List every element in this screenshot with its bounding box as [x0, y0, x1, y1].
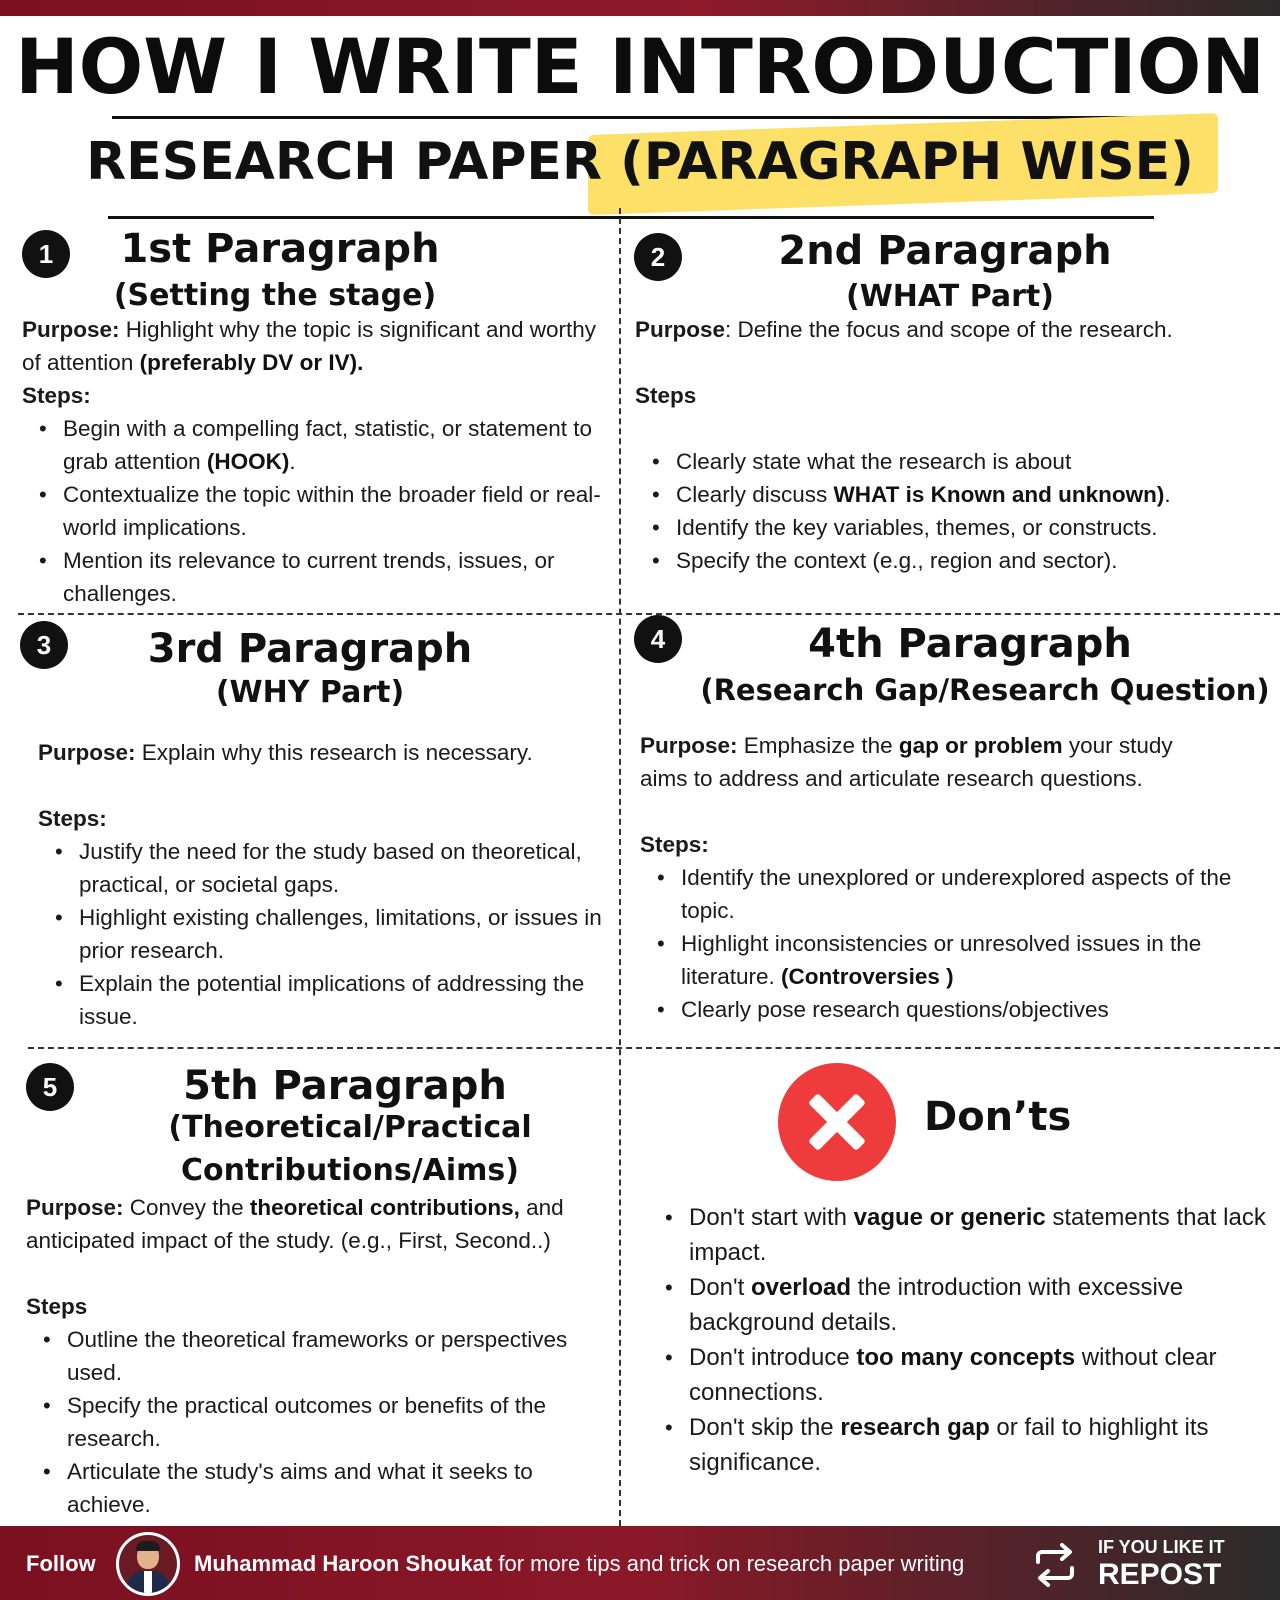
subtitle-divider: [108, 216, 1154, 219]
footer-credit: [194, 1550, 964, 1578]
list-item: • Identify the key variables, themes, or constructs.: [635, 511, 1275, 544]
list-item: • Specify the context (e.g., region and sector).: [635, 544, 1275, 577]
list-item: • Mention its relevance to current trends, issues, or challenges.: [22, 544, 602, 610]
number-badge-2: 2: [634, 233, 682, 281]
page-title: HOW I WRITE INTRODUCTION: [15, 22, 1265, 111]
paragraph-5-steps: [26, 1323, 616, 1521]
paragraph-2-title: 2nd Paragraph: [778, 228, 1112, 274]
donts-title: Don’ts: [924, 1094, 1072, 1140]
list-item: • Justify the need for the study based on theoretical, practical, or societal gaps.: [38, 835, 618, 901]
paragraph-4-subtitle: (Research Gap/Research Question): [700, 673, 1270, 707]
footer-bar: [0, 1526, 1280, 1600]
list-item: • Don't overload the introduction with excessive background details.: [648, 1270, 1278, 1340]
subtitle-highlighted: (PARAGRAPH WISE): [620, 132, 1194, 192]
paragraph-4-steps-label: Steps:: [640, 832, 709, 857]
paragraph-2-subtitle: (WHAT Part): [846, 279, 1054, 314]
paragraph-5-subtitle-line-2: Contributions/Aims): [181, 1153, 519, 1188]
paragraph-3-body: [38, 736, 618, 1033]
author-name: Muhammad Haroon Shoukat: [194, 1551, 493, 1576]
donts-body: [648, 1200, 1278, 1480]
list-item: • Don't skip the research gap or fail to highlight its significance.: [648, 1410, 1278, 1480]
list-item: • Clearly state what the research is about: [635, 445, 1275, 478]
avatar: [116, 1532, 180, 1596]
repost-icon: [1030, 1540, 1080, 1590]
paragraph-1-steps-label: Steps:: [22, 383, 91, 408]
number-badge-3: 3: [20, 621, 68, 669]
number-badge-1: 1: [22, 230, 70, 278]
repost-line-2: REPOST: [1098, 1558, 1222, 1591]
paragraph-5-steps-label: Steps: [26, 1294, 88, 1319]
list-item: • Explain the potential implications of addressing the issue.: [38, 967, 618, 1033]
paragraph-2-purpose: Purpose: Define the focus and scope of the research.: [635, 317, 1173, 342]
paragraph-2-body: [635, 313, 1275, 577]
list-item: • Begin with a compelling fact, statistic, or statement to grab attention (HOOK).: [22, 412, 602, 478]
top-accent-bar: [0, 0, 1280, 16]
grid-horizontal-divider-2: [28, 1047, 1280, 1049]
paragraph-1-body: [22, 313, 602, 610]
list-item: • Highlight existing challenges, limitations, or issues in prior research.: [38, 901, 618, 967]
paragraph-3-subtitle: (WHY Part): [215, 675, 405, 710]
paragraph-2-steps: [635, 445, 1275, 577]
donts-list: [648, 1200, 1278, 1480]
follow-label: Follow: [26, 1551, 96, 1576]
paragraph-4-title: 4th Paragraph: [808, 621, 1132, 667]
paragraph-5-body: [26, 1191, 616, 1521]
paragraph-4-steps: [640, 861, 1280, 1026]
list-item: • Outline the theoretical frameworks or perspectives used.: [26, 1323, 616, 1389]
paragraph-1-steps: [22, 412, 602, 610]
paragraph-1-subtitle: (Setting the stage): [113, 278, 437, 313]
page-subtitle: [0, 124, 1280, 204]
paragraph-3-purpose: Purpose: Explain why this research is necessary.: [38, 740, 533, 765]
paragraph-3-title: 3rd Paragraph: [147, 626, 473, 672]
list-item: • Articulate the study's aims and what it seeks to achieve.: [26, 1455, 616, 1521]
number-badge-5: 5: [26, 1063, 74, 1111]
subtitle-plain: RESEARCH PAPER: [86, 132, 621, 192]
list-item: • Contextualize the topic within the broader field or real-world implications.: [22, 478, 602, 544]
paragraph-3-steps-label: Steps:: [38, 806, 107, 831]
paragraph-1-title: 1st Paragraph: [120, 226, 440, 272]
footer-tagline: for more tips and trick on research paper writing: [492, 1551, 965, 1576]
grid-horizontal-divider-1: [18, 613, 1280, 615]
list-item: • Don't start with vague or generic statements that lack impact.: [648, 1200, 1278, 1270]
paragraph-4-purpose: Purpose: Emphasize the gap or problem your study aims to address and articulate research questions.: [640, 733, 1173, 791]
list-item: • Highlight inconsistencies or unresolved issues in the literature. (Controversies ): [640, 927, 1280, 993]
paragraph-1-purpose: Purpose: Highlight why the topic is significant and worthy of attention (preferably DV or IV).: [22, 317, 597, 375]
list-item: • Identify the unexplored or underexplored aspects of the topic.: [640, 861, 1280, 927]
list-item: • Specify the practical outcomes or benefits of the research.: [26, 1389, 616, 1455]
title-divider: [112, 116, 1162, 119]
list-item: • Clearly discuss WHAT is Known and unknown).: [635, 478, 1275, 511]
paragraph-5-title: 5th Paragraph: [183, 1063, 507, 1109]
paragraph-2-steps-label: Steps: [635, 383, 697, 408]
repost-line-1: IF YOU LIKE IT: [1098, 1537, 1225, 1557]
list-item: • Clearly pose research questions/objectives: [640, 993, 1280, 1026]
list-item: • Don't introduce too many concepts without clear connections.: [648, 1340, 1278, 1410]
paragraph-5-purpose: Purpose: Convey the theoretical contributions, and anticipated impact of the study. (e.g., First, Second..): [26, 1195, 564, 1253]
x-circle-icon: [778, 1063, 896, 1181]
paragraph-4-body: [640, 729, 1280, 1026]
number-badge-4: 4: [634, 615, 682, 663]
paragraph-5-subtitle-line-1: (Theoretical/Practical: [168, 1110, 532, 1145]
paragraph-3-steps: [38, 835, 618, 1033]
grid-vertical-divider: [619, 208, 621, 1526]
